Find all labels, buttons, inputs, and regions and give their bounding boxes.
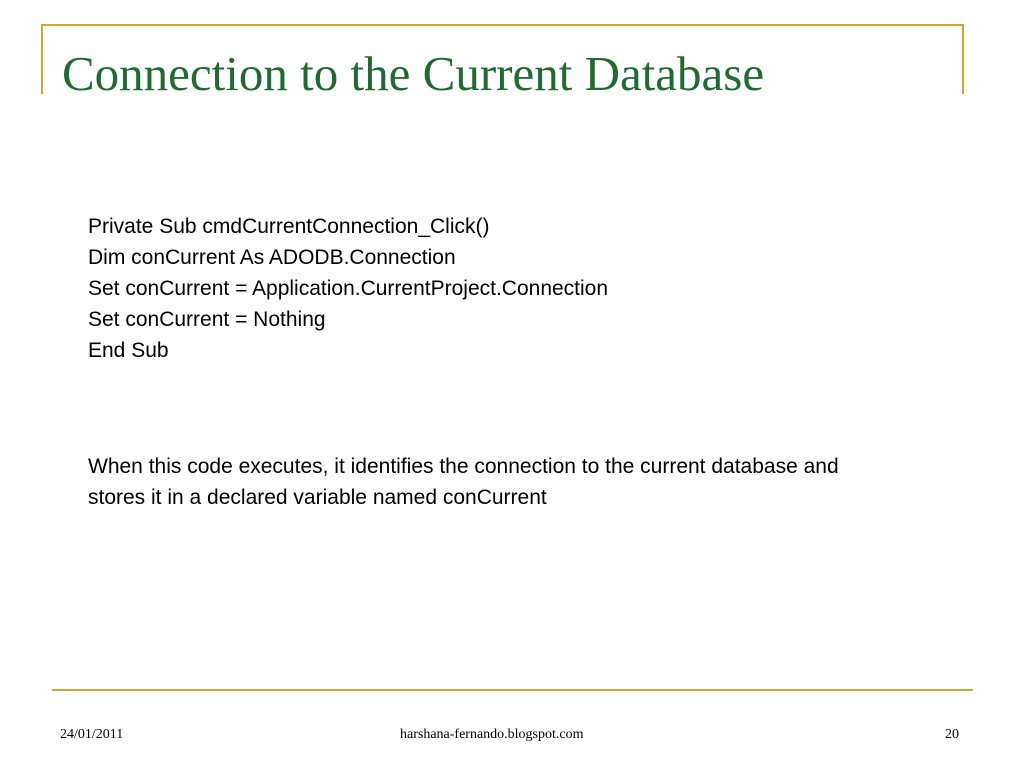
code-line: Private Sub cmdCurrentConnection_Click() <box>88 215 490 238</box>
footer-site-url: harshana-fernando.blogspot.com <box>400 727 584 742</box>
title-frame-left-line <box>41 24 43 94</box>
footer-date: 24/01/2011 <box>60 727 124 742</box>
code-line: Set conCurrent = Application.CurrentProject.Connection <box>88 277 609 300</box>
title-frame-top-line <box>41 24 964 26</box>
slide-title: Connection to the Current Database <box>62 46 765 101</box>
code-line: Set conCurrent = Nothing <box>88 308 326 331</box>
code-line: Dim conCurrent As ADODB.Connection <box>88 246 456 269</box>
footer-divider <box>52 689 973 691</box>
slide-page-number: 20 <box>945 727 959 742</box>
description-text: When this code executes, it identifies the connection to the current database and stores it in a declared variable named conCurrent <box>88 455 839 509</box>
title-frame-right-line <box>962 24 964 94</box>
code-block <box>88 211 608 366</box>
code-line: End Sub <box>88 339 169 362</box>
